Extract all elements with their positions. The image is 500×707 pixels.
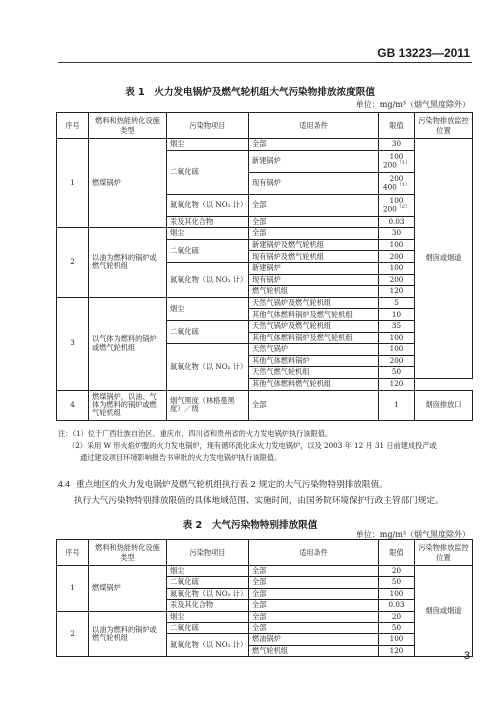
condition-cell: 其他气体燃料锅炉及燃气轮机组 <box>249 309 379 321</box>
limit-cell: 0.03 <box>379 600 415 611</box>
fuel-type-cell: 燃煤锅炉 <box>89 139 167 228</box>
fuel-type-cell: 以油为燃料的锅炉或燃气轮机组 <box>89 228 167 298</box>
table2-header-row <box>57 540 473 566</box>
footnote-ref: （2） <box>396 203 410 210</box>
seq-cell: 1 <box>57 566 89 612</box>
limit-cell: 35 <box>379 320 415 332</box>
pollutant-cell: 烟尘 <box>167 228 249 240</box>
section-number: 4.4 <box>58 479 70 489</box>
table1-header-row <box>57 113 473 139</box>
condition-cell: 全部 <box>249 622 379 633</box>
col-seq: 序号 <box>57 113 89 139</box>
col-fuel-type: 燃料和热能转化设施类型 <box>89 113 167 139</box>
limit-cell: 20 <box>379 566 415 577</box>
condition-cell: 全部 <box>249 588 379 599</box>
condition-cell: 燃气轮机组 <box>249 645 379 656</box>
fuel-type-cell: 以气体为燃料的锅炉或燃气轮机组 <box>89 297 167 390</box>
pollutant-cell: 氮氧化物（以 NO₂ 计） <box>167 344 249 390</box>
condition-cell: 全部 <box>249 139 379 151</box>
pollutant-cell: 汞及其化合物 <box>167 600 249 611</box>
col-condition: 适用条件 <box>249 540 379 566</box>
table2 <box>56 539 473 657</box>
table1-title: 表 1 火力发电锅炉及燃气轮机组大气污染物排放浓度限值 <box>125 87 375 98</box>
pollutant-cell: 烟尘 <box>167 611 249 622</box>
monitor-location-cell: 烟囱排放口 <box>415 390 473 420</box>
pollutant-cell: 氮氧化物（以 NO₂ 计） <box>167 194 249 216</box>
limit-cell: 30 <box>379 139 415 151</box>
limit-cell: 0.03 <box>379 216 415 228</box>
limit-cell: 100 <box>379 588 415 599</box>
limit-cell: 100 <box>379 239 415 251</box>
table1-note-1: 注：（1）位于广西壮族自治区、重庆市、四川省和贵州省的火力发电锅炉执行该限值。 <box>58 429 333 438</box>
condition-cell: 现有锅炉 <box>249 274 379 286</box>
pollutant-cell: 烟尘 <box>167 297 249 320</box>
header-rule <box>58 62 472 63</box>
condition-cell: 天然气燃气轮机组 <box>249 367 379 379</box>
pollutant-cell: 二氧化硫 <box>167 150 249 194</box>
pollutant-cell: 二氧化硫 <box>167 577 249 588</box>
col-pollutant: 污染物项目 <box>167 540 249 566</box>
col-limit: 限值 <box>379 113 415 139</box>
limit-cell: 10 <box>379 309 415 321</box>
condition-cell: 全部 <box>249 228 379 240</box>
col-limit: 限值 <box>379 540 415 566</box>
col-fuel-type: 燃料和热能转化设施类型 <box>89 540 167 566</box>
condition-cell: 燃油锅炉 <box>249 634 379 645</box>
condition-cell: 全部 <box>249 566 379 577</box>
limit-cell: 50 <box>379 622 415 633</box>
seq-cell: 1 <box>57 139 89 228</box>
table-row <box>57 611 473 622</box>
table2-unit-note: 单位：mg/m³（烟气黑度除外） <box>355 530 470 539</box>
limit-cell: 100 <box>379 332 415 344</box>
condition-cell: 现有锅炉 <box>249 172 379 194</box>
col-pollutant: 污染物项目 <box>167 113 249 139</box>
limit-value: 200 <box>383 204 397 214</box>
table2-title: 表 2 大气污染物特别排放限值 <box>182 520 318 531</box>
section-text: 重点地区的火力发电锅炉及燃气轮机组执行表 2 规定的大气污染物特别排放限值。 <box>75 480 388 490</box>
pollutant-cell: 二氧化硫 <box>167 239 249 262</box>
pollutant-cell: 烟尘 <box>167 139 249 151</box>
col-monitor-location: 污染物排放监控位置 <box>415 113 473 139</box>
limit-cell: 20 <box>379 611 415 622</box>
pollutant-cell: 烟气黑度（林格曼黑度）／级 <box>167 390 249 420</box>
pollutant-cell: 氮氧化物（以 NO₂ 计） <box>167 588 249 599</box>
condition-cell: 全部 <box>249 577 379 588</box>
limit-cell <box>379 172 415 194</box>
table1-note-2-cont: 通过建设项目环境影响报告书审批的火力发电锅炉执行该限值。 <box>80 453 282 462</box>
fuel-type-cell: 燃煤锅炉，以油、气体为燃料的锅炉或燃气轮机组 <box>89 390 167 420</box>
fuel-type-cell: 燃煤锅炉 <box>89 566 167 612</box>
seq-cell: 4 <box>57 390 89 420</box>
limit-cell: 50 <box>379 367 415 379</box>
condition-cell: 天然气锅炉 <box>249 344 379 356</box>
condition-cell: 其他气体燃料锅炉 <box>249 355 379 367</box>
page-number: 3 <box>463 650 470 662</box>
limit-value: 200 <box>389 173 404 183</box>
condition-cell: 天然气锅炉及燃气轮机组 <box>249 320 379 332</box>
table-row <box>57 566 473 577</box>
limit-cell: 50 <box>379 577 415 588</box>
standard-code: GB 13223—2011 <box>377 46 470 60</box>
pollutant-cell: 氮氧化物（以 NO₂ 计） <box>167 634 249 657</box>
monitor-location-cell: 烟囱或烟道 <box>415 139 473 379</box>
table-row <box>57 139 473 151</box>
limit-cell: 120 <box>379 286 415 298</box>
monitor-location-cell: 烟囱或烟道 <box>415 566 473 657</box>
condition-cell: 新建锅炉及燃气轮机组 <box>249 239 379 251</box>
col-monitor-location: 污染物排放监控位置 <box>415 540 473 566</box>
limit-cell: 200 <box>379 251 415 263</box>
limit-cell: 120 <box>379 645 415 656</box>
condition-cell: 其他气体燃料燃气轮机组 <box>249 378 379 390</box>
condition-cell: 现有锅炉及燃气轮机组 <box>249 251 379 263</box>
condition-cell: 燃气轮机组 <box>249 286 379 298</box>
section-4-4-line1 <box>58 478 472 490</box>
condition-cell: 天然气锅炉及燃气轮机组 <box>249 297 379 309</box>
table1-unit-note: 单位：mg/m³（烟气黑度除外） <box>355 100 470 109</box>
col-condition: 适用条件 <box>249 113 379 139</box>
fuel-type-cell: 以油为燃料的锅炉或燃气轮机组 <box>89 611 167 657</box>
limit-cell: 5 <box>379 297 415 309</box>
limit-cell <box>379 150 415 172</box>
condition-cell: 新建锅炉 <box>249 262 379 274</box>
condition-cell: 新建锅炉 <box>249 150 379 172</box>
condition-cell: 全部 <box>249 390 379 420</box>
pollutant-cell: 氮氧化物（以 NO₂ 计） <box>167 262 249 297</box>
limit-cell <box>379 194 415 216</box>
limit-cell: 100 <box>379 344 415 356</box>
condition-cell: 全部 <box>249 216 379 228</box>
limit-cell: 200 <box>379 355 415 367</box>
seq-cell: 2 <box>57 228 89 298</box>
table-row <box>57 228 473 240</box>
table1-note-2: （2）采用 W 形火焰炉膛的火力发电锅炉，现有循环流化床火力发电锅炉，以及 2003 年 12 月 31 日前建成投产或 <box>68 441 437 450</box>
pollutant-cell: 烟尘 <box>167 566 249 577</box>
pollutant-cell: 二氧化硫 <box>167 622 249 633</box>
table-row <box>57 390 473 420</box>
section-4-4-line2: 执行大气污染物特别排放限值的具体地域范围、实施时间，由国务院环境保护行政主管部门规定。 <box>74 496 444 506</box>
table1 <box>56 112 473 421</box>
limit-value: 200 <box>383 160 397 170</box>
limit-cell: 120 <box>379 378 415 390</box>
limit-cell: 30 <box>379 228 415 240</box>
pollutant-cell: 二氧化硫 <box>167 320 249 343</box>
limit-cell: 100 <box>379 262 415 274</box>
footnote-ref: （1） <box>396 181 410 188</box>
footnote-ref: （1） <box>396 159 410 166</box>
condition-cell: 全部 <box>249 600 379 611</box>
limit-cell: 200 <box>379 274 415 286</box>
seq-cell: 2 <box>57 611 89 657</box>
table-row <box>57 297 473 309</box>
col-seq: 序号 <box>57 540 89 566</box>
limit-cell: 1 <box>379 390 415 420</box>
limit-cell: 100 <box>379 634 415 645</box>
condition-cell: 全部 <box>249 611 379 622</box>
seq-cell: 3 <box>57 297 89 390</box>
limit-value: 100 <box>389 195 404 205</box>
pollutant-cell: 汞及其化合物 <box>167 216 249 228</box>
limit-value: 400 <box>383 182 397 192</box>
condition-cell: 其他气体燃料锅炉及燃气轮机组 <box>249 332 379 344</box>
limit-value: 100 <box>389 151 404 161</box>
condition-cell: 全部 <box>249 194 379 216</box>
